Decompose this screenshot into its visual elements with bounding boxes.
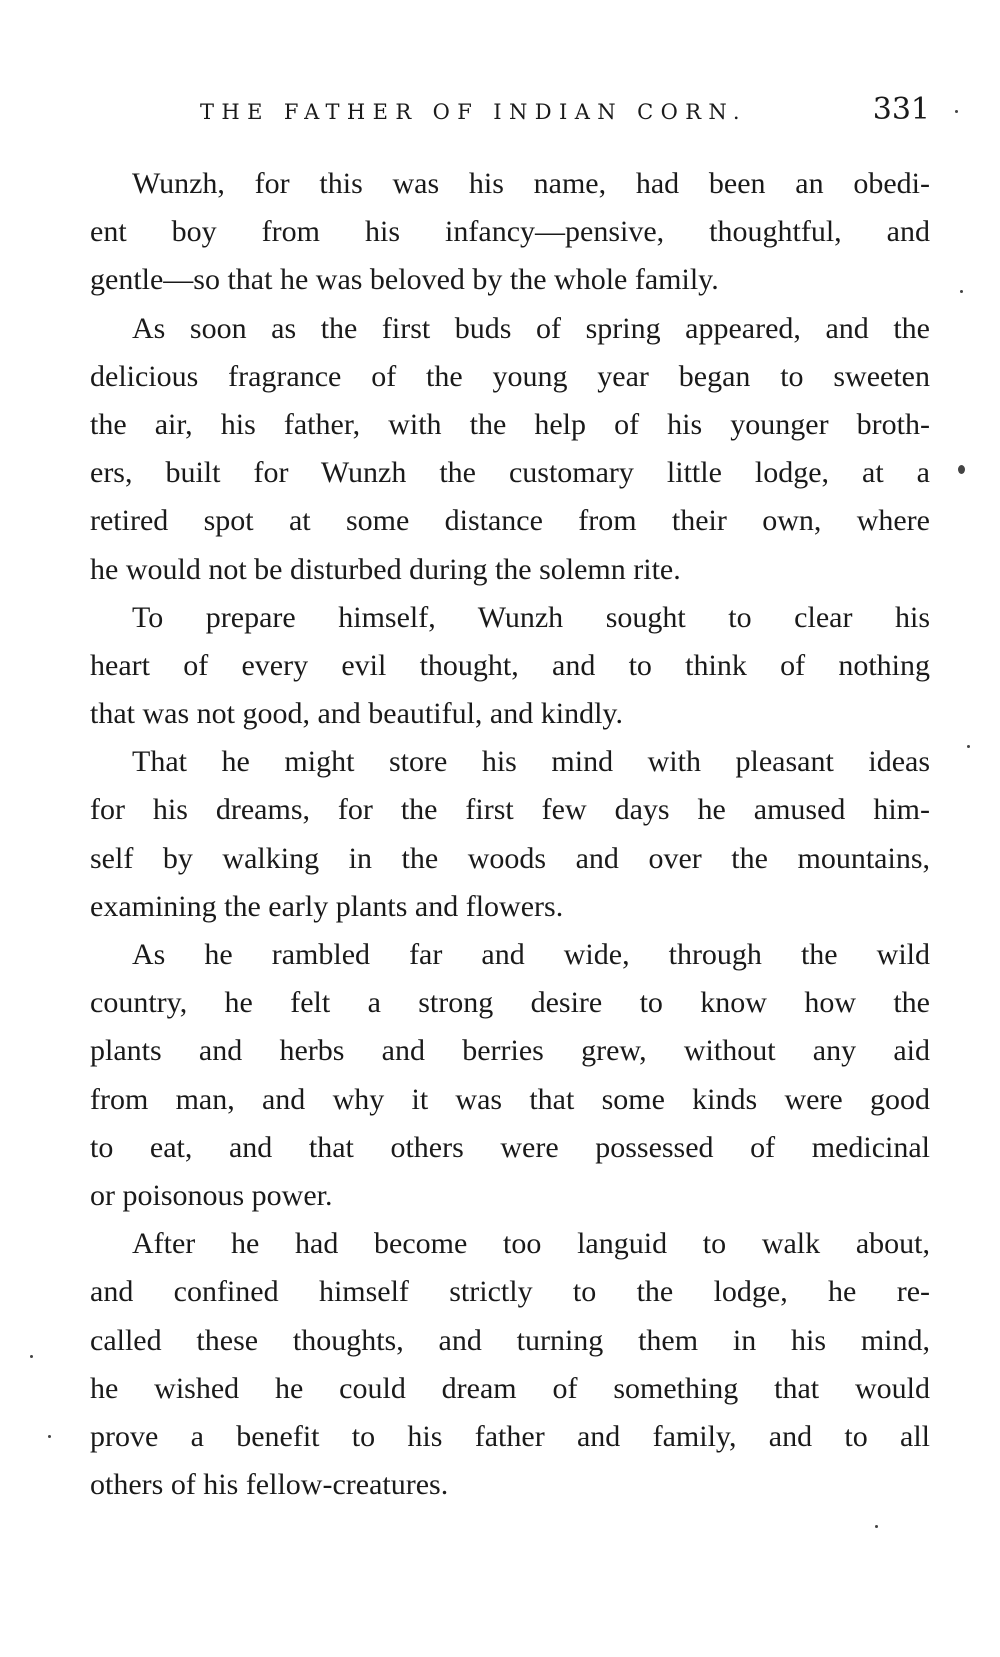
text-line: To prepare himself, Wunzh sought to clear his [132,600,930,634]
text-line: Wunzh, for this was his name, had been an obedi- [132,167,930,200]
text-line: plants and herbs and berries grew, without any aid [90,1034,930,1068]
text-line: gentle—so that he was beloved by the whole family. [90,263,719,297]
text-line: others of his fellow-creatures. [90,1468,449,1502]
text-line: ers, built for Wunzh the customary little lodge, at a [90,456,930,490]
text-line: self by walking in the woods and over the mountains, [90,841,930,875]
text-line: or poisonous power. [90,1178,333,1212]
page-header [200,92,930,132]
scan-speck [955,110,958,113]
text-line: he wished he could dream of something that would [90,1371,930,1405]
paragraph [90,594,930,739]
paragraph [90,160,930,305]
text-line: examining the early plants and flowers. [90,889,564,923]
text-line: called these thoughts, and turning them in his mind, [90,1323,930,1357]
text-line: prove a benefit to his father and family, and to all [90,1419,930,1453]
paragraph [90,931,930,1220]
scan-speck [875,1525,878,1528]
text-line: country, he felt a strong desire to know how the [90,986,930,1020]
text-line: retired spot at some distance from their own, where [90,504,930,538]
text-line: the air, his father, with the help of his younger broth- [90,407,930,441]
text-line: from man, and why it was that some kinds were good [90,1082,930,1116]
text-line: and confined himself strictly to the lodge, he re- [90,1275,930,1309]
scan-speck [967,745,970,748]
running-title: THE FATHER OF INDIAN CORN. [200,100,747,124]
page-number: 331 [872,92,930,127]
text-line: After he had become too languid to walk about, [132,1227,930,1261]
scan-speck [958,465,965,474]
text-line: to eat, and that others were possessed of medicinal [90,1130,930,1164]
text-line: he would not be disturbed during the solemn rite. [90,552,681,586]
text-line: That he might store his mind with pleasant ideas [132,745,930,779]
body-text [90,160,930,1509]
text-line: heart of every evil thought, and to think of nothing [90,648,930,682]
paragraph [90,1220,930,1509]
text-line: delicious fragrance of the young year began to sweeten [90,359,930,393]
text-line: ent boy from his infancy—pensive, thoughtful, and [90,215,930,249]
text-line: for his dreams, for the first few days he amused him- [90,793,930,827]
text-line: As soon as the first buds of spring appeared, and the [132,311,930,345]
paragraph [90,738,930,931]
text-line: As he rambled far and wide, through the wild [132,938,930,971]
paragraph [90,305,930,594]
scan-speck [48,1435,51,1438]
scan-speck [30,1355,33,1358]
text-line: that was not good, and beautiful, and kindly. [90,697,623,731]
scan-speck [960,290,963,293]
